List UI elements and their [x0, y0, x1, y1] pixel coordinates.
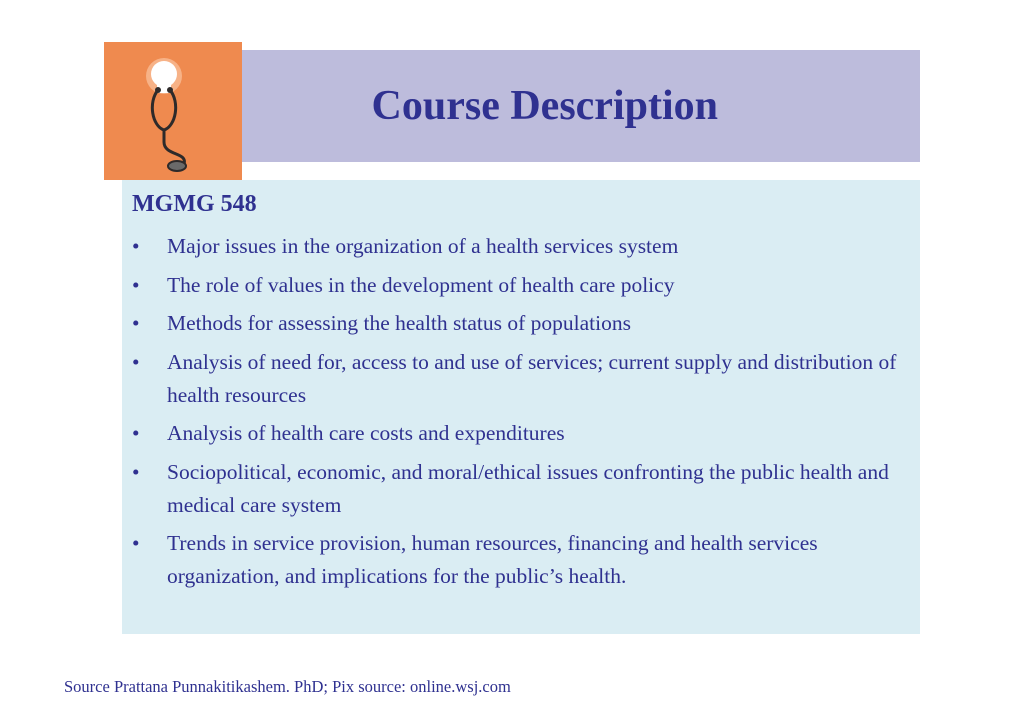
list-item	[132, 346, 902, 412]
bullet-icon: •	[132, 421, 140, 445]
page-title: Course Description	[371, 83, 718, 129]
bullet-icon: •	[132, 349, 140, 374]
course-topic-list	[132, 230, 902, 599]
list-item-text: The role of values in the development of health care policy	[167, 272, 675, 297]
list-item-text: Trends in service provision, human resources, financing and health services organization, and implications for the public’s health.	[167, 531, 818, 588]
list-item	[132, 456, 902, 522]
bullet-icon: •	[132, 272, 140, 297]
list-item-text: Sociopolitical, economic, and moral/ethical issues confronting the public health and medical care system	[167, 459, 889, 517]
bullet-icon: •	[132, 234, 140, 258]
course-code: MGMG 548	[132, 191, 257, 217]
source-credit: Source Prattana Punnakitikashem. PhD; Pix source: online.wsj.com	[64, 677, 511, 696]
list-item-text: Methods for assessing the health status of populations	[167, 311, 631, 335]
bullet-icon: •	[132, 459, 140, 484]
list-item-text: Major issues in the organization of a health services system	[167, 234, 679, 258]
bullet-icon: •	[132, 311, 140, 335]
list-item-text: Analysis of need for, access to and use of services; current supply and distribution of health resources	[167, 349, 897, 407]
list-item-text: Analysis of health care costs and expenditures	[167, 421, 565, 445]
list-item	[132, 230, 902, 263]
list-item	[132, 417, 902, 450]
stethoscope-lightbulb-icon	[104, 42, 242, 180]
logo-panel	[104, 42, 242, 180]
list-item	[132, 307, 902, 340]
bullet-icon: •	[132, 531, 140, 555]
list-item	[132, 269, 902, 302]
list-item	[132, 527, 902, 593]
